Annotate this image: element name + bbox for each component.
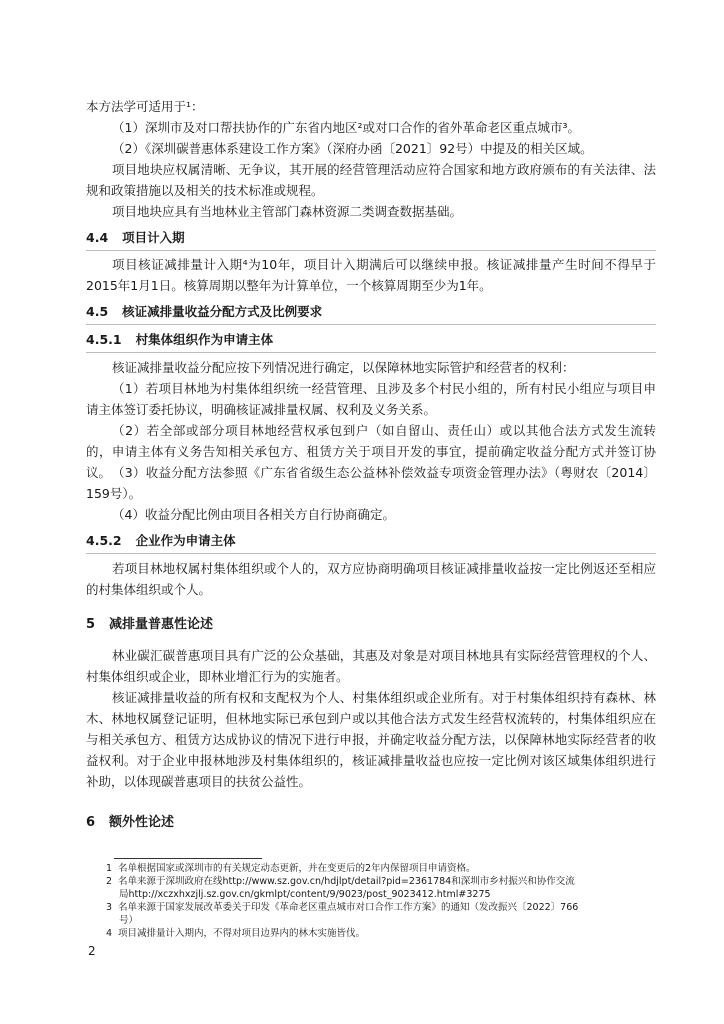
section-number: 5 <box>86 617 96 632</box>
footnote-text: 名单来源于国家发展改革委关于印发《革命老区重点城市对口合作工作方案》的通知（发改振兴〔2022〕766 <box>118 902 579 913</box>
section-title: 额外性论述 <box>109 815 175 830</box>
section-number: 4.4 <box>86 230 109 245</box>
section-heading-4-5-2 <box>86 530 236 551</box>
section-number: 4.5 <box>86 304 109 319</box>
footnote-text: 号） <box>119 915 139 926</box>
body-paragraph: 本方法学可适用于¹： <box>86 99 204 114</box>
section-title: 村集体组织作为申请主体 <box>135 332 274 347</box>
list-item: （4）收益分配比例由项目各相关方自行协商确定。 <box>112 507 395 522</box>
divider <box>86 250 656 251</box>
section-number: 6 <box>86 815 96 830</box>
section-number: 4.5.2 <box>86 533 122 548</box>
footnote <box>86 901 652 914</box>
section-heading-4-5-1 <box>86 329 273 350</box>
section-heading-4-5 <box>86 301 322 322</box>
footnote-text: 项目减排量计入期内，不得对项目边界内的林木实施皆伐。 <box>118 928 366 939</box>
footnote-separator <box>114 858 262 859</box>
footnote <box>86 927 652 940</box>
page-number: 2 <box>88 944 96 958</box>
footnote-marker: 4 <box>105 928 112 939</box>
body-paragraph: 若项目林地权属村集体组织或个人的，双方应协商明确项目核证减排量收益按一定比例返还至相应的村集体组织或个人。 <box>86 561 656 597</box>
footnote-text: 局http://xczxhxzjlj.sz.gov.cn/gkmlpt/content/9/9023/post_9023412.html#3275 <box>119 889 491 900</box>
body-paragraph: 项目地块应权属清晰、无争议，其开展的经营管理活动应符合国家和地方政府颁布的有关法律、法规和政策措施以及相关的技术标准或规程。 <box>86 162 656 198</box>
footnote <box>86 862 652 875</box>
list-item: （1）深圳市及对口帮扶协作的广东省内地区²或对口合作的省外革命老区重点城市³。 <box>112 120 580 135</box>
body-paragraph: 林业碳汇碳普惠项目具有广泛的公众基础，其惠及对象是对项目林地具有实际经营管理权的个人、村集体组织或企业，即林业增汇行为的实施者。 <box>86 648 656 684</box>
section-heading-6 <box>86 812 174 833</box>
footnote-text: 名单来源于深圳政府在线http://www.sz.gov.cn/hdjlpt/detail?pid=2361784和深圳市乡村振兴和协作交流 <box>118 876 575 887</box>
section-heading-4-4 <box>86 227 185 248</box>
divider <box>86 553 656 554</box>
section-heading-5 <box>86 614 213 635</box>
body-paragraph: 核证减排量收益分配应按下列情况进行确定，以保障林地实际管护和经营者的权利： <box>112 360 575 375</box>
footnote-marker: 3 <box>105 902 112 913</box>
body-paragraph: 核证减排量收益的所有权和支配权为个人、村集体组织或企业所有。对于村集体组织持有森林、林木、林地权属登记证明，但林地实际已承包到户或以其他合法方式发生经营权流转的，村集体组织应在与相关承包方、租赁方达成协议的情况下进行申报，并确定收益分配方法，以保障林地实际经营者的收益权利。对于企业申报林地涉及村集体组织的，核证减排量收益也应按一定比例对该区域集体组织进行补助，以体现碳普惠项目的扶贫公益性。 <box>86 690 656 789</box>
body-paragraph: 项目地块应具有当地林业主管部门森林资源二类调查数据基础。 <box>112 204 463 219</box>
list-item: （1）若项目林地为村集体组织统一经营管理、且涉及多个村民小组的，所有村民小组应与项目申请主体签订委托协议，明确核证减排量权属、权利及义务关系。 <box>86 381 656 417</box>
footnote-text: 名单根据国家或深圳市的有关规定动态更新，并在变更后的2年内保留项目申请资格。 <box>118 863 476 874</box>
divider <box>86 352 656 353</box>
section-title: 核证减排量收益分配方式及比例要求 <box>122 304 323 319</box>
footnote-marker: 2 <box>105 876 112 887</box>
list-item: （2）若全部或部分项目林地经营权承包到户（如自留山、责任山）或以其他合法方式发生流转的，申请主体有义务告知相关承包方、租赁方关于项目开发的事宜，提前确定收益分配方式并签订协议。 <box>86 423 656 480</box>
divider <box>86 324 656 325</box>
list-item: （3）收益分配方法参照《广东省省级生态公益林补偿效益专项资金管理办法》（粤财农〔2014〕159号）。 <box>86 465 656 501</box>
section-title: 企业作为申请主体 <box>135 533 236 548</box>
section-title: 减排量普惠性论述 <box>109 617 214 632</box>
section-title: 项目计入期 <box>122 230 185 245</box>
section-number: 4.5.1 <box>86 332 122 347</box>
footnote <box>86 875 652 888</box>
body-paragraph: 项目核证减排量计入期⁴为10年，项目计入期满后可以继续申报。核证减排量产生时间不得早于2015年1月1日。核算周期以整年为计算单位，一个核算周期至少为1年。 <box>86 257 656 293</box>
footnote-continuation <box>86 914 652 927</box>
footnote-marker: 1 <box>105 863 112 874</box>
list-item: （2）《深圳碳普惠体系建设工作方案》（深府办函〔2021〕92号）中提及的相关区域。 <box>112 141 593 156</box>
footnote-continuation <box>86 888 652 901</box>
